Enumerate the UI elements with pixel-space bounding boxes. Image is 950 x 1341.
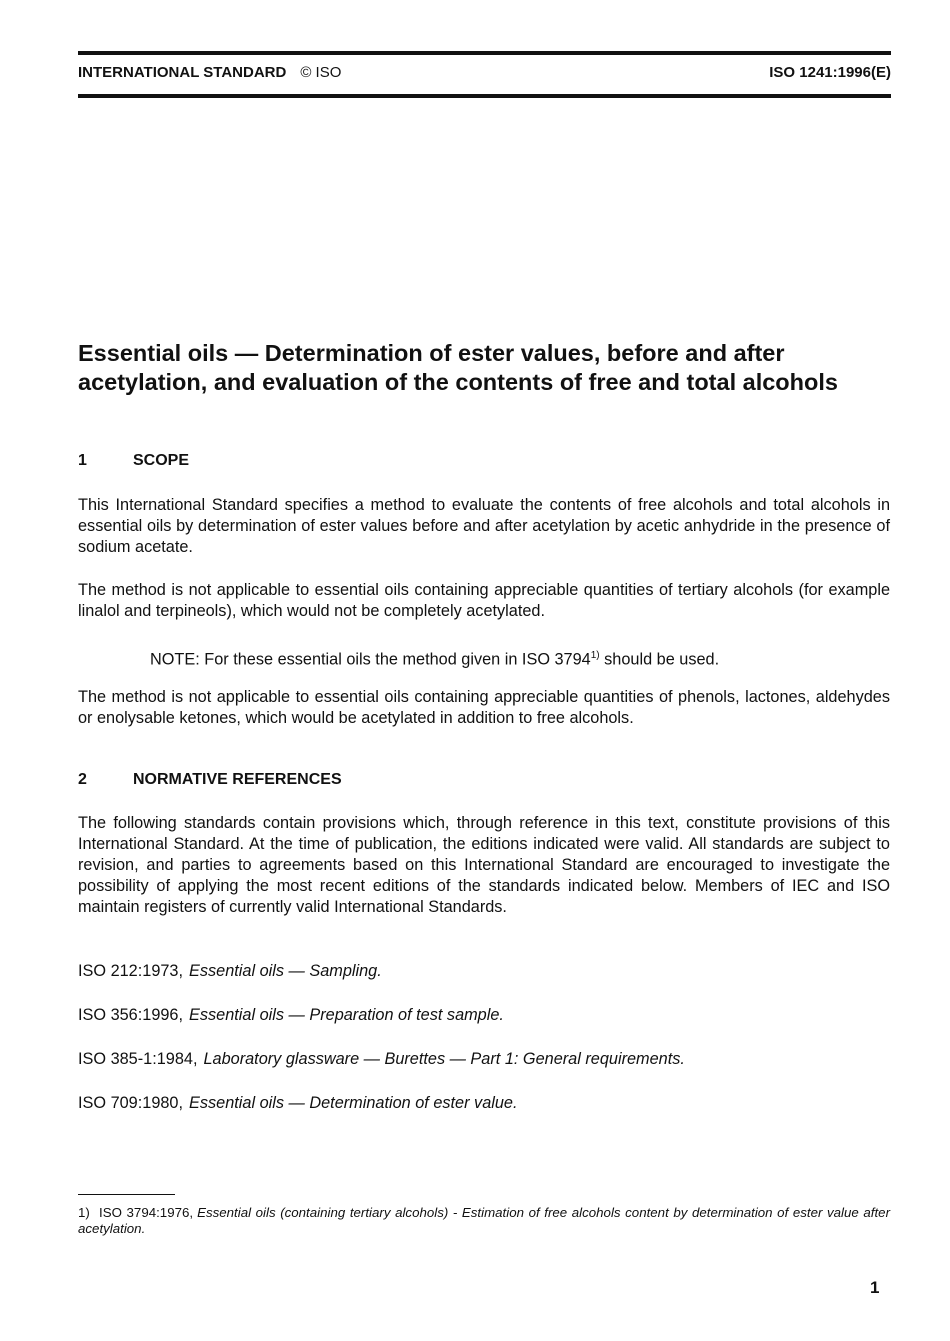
scope-paragraph-3: The method is not applicable to essential oils containing appreciable quantities of phenols, lactones, aldehydes or enolysable ketones, which would be acetylated in addition to free alcohols. (78, 688, 890, 727)
scope-paragraph-1: This International Standard specifies a method to evaluate the contents of free alcohols and total alcohols in essential oils by determination of ester values before and after acetylation by acetic anhydride in the presence of sodium acetate. (78, 496, 890, 556)
footnote-ref: 1) (590, 650, 600, 661)
header-standard-label: INTERNATIONAL STANDARD (78, 64, 287, 81)
header-copyright: © ISO (300, 64, 342, 81)
header-top-rule (78, 51, 891, 55)
scope-note: NOTE: For these essential oils the method given in ISO 3794$^{1)}$ should be used. (150, 650, 720, 669)
reference-item: ISO 385-1:1984, Laboratory glassware — Burettes — Part 1: General requirements. (78, 1050, 685, 1068)
section-1-heading: 1 SCOPE (78, 452, 190, 469)
reference-item: ISO 356:1996, Essential oils — Preparation of test sample. (78, 1006, 504, 1024)
document-title: Essential oils — Determination of ester values, before and after acetylation, and evaluation of the contents of free and total alcohols (78, 340, 838, 395)
references-intro: The following standards contain provisions which, through reference in this text, constitute provisions of this International Standard. At the time of publication, the editions indicated were valid. All standards are subject to revision, and parties to agreements based on this International Standard are encouraged to investigate the possibility of applying the most recent editions of the standards indicated below. Members of IEC and ISO maintain registers of currently valid International Standards. (78, 814, 890, 916)
footnote: 1) ISO 3794:1976, Essential oils (containing tertiary alcohols) - Estimation of free alcohols content by determination of ester value after acetylation. (78, 1205, 891, 1236)
page-number: 1 (870, 1278, 880, 1297)
scope-paragraph-2: The method is not applicable to essential oils containing appreciable quantities of tertiary alcohols (for example linalol and terpineols), which would not be completely acetylated. (78, 581, 890, 620)
reference-item: ISO 212:1973, Essential oils — Sampling. (78, 962, 382, 980)
running-header (78, 64, 891, 81)
header-bottom-rule (78, 94, 891, 98)
footnote-rule (78, 1194, 175, 1195)
section-2-heading: 2 NORMATIVE REFERENCES (78, 771, 342, 788)
header-document-id: ISO 1241:1996(E) (769, 64, 891, 81)
reference-item: ISO 709:1980, Essential oils — Determination of ester value. (78, 1094, 518, 1112)
